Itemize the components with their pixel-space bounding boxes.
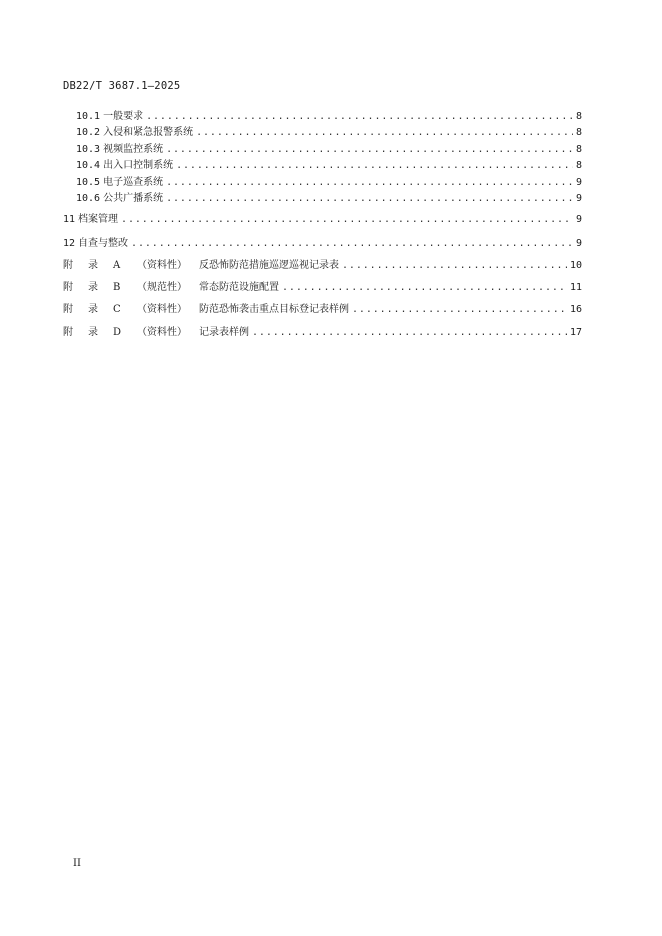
toc-entry-title: 防范恐怖袭击重点目标登记表样例 [199,304,349,315]
appendix-prefix: 附 [63,260,73,271]
toc-leader-dots [166,192,573,206]
appendix-prefix: 附 [63,304,73,315]
appendix-prefix: 录 [88,260,98,271]
appendix-prefix: 录 [88,304,98,315]
toc-entry-number: 11 [63,214,76,225]
toc-entry-title: 常态防范设施配置 [199,282,279,293]
toc-leader-dots [176,159,573,173]
appendix-letter: B [113,282,121,293]
toc-entry-number: 10.1 [76,111,101,122]
toc-entry-page: 11 [569,282,582,293]
toc-entry-number: 12 [63,238,76,249]
toc-leader-dots [166,143,573,157]
toc-entry-title: 档案管理 [78,214,119,225]
toc-leader-dots [342,259,567,273]
toc-entry-title: 自查与整改 [78,238,129,249]
toc-entry-11[interactable] [63,213,582,227]
toc-entry-title: 视频监控系统 [103,144,164,155]
appendix-type: （资料性） [137,327,187,338]
toc-appendix-b[interactable] [63,281,582,295]
toc-leader-dots [252,326,567,340]
toc-entry-number: 10.3 [76,144,101,155]
appendix-prefix: 录 [88,327,98,338]
appendix-type: （规范性） [137,282,187,293]
toc-entry-page: 9 [575,177,582,188]
appendix-letter: C [113,304,121,315]
toc-entry-page: 17 [569,327,582,338]
toc-leader-dots [131,237,573,251]
toc-entry-title: 一般要求 [103,111,144,122]
appendix-type: （资料性） [137,304,187,315]
toc-entry-page: 8 [575,160,582,171]
toc-entry-10-3[interactable] [76,143,582,157]
toc-entry-title: 记录表样例 [199,327,249,338]
toc-appendix-d[interactable] [63,326,582,340]
toc-entry-title: 公共广播系统 [103,193,164,204]
appendix-prefix: 附 [63,282,73,293]
toc-entry-title: 入侵和紧急报警系统 [103,127,194,138]
toc-entry-page: 8 [575,127,582,138]
toc-entry-title: 电子巡查系统 [103,177,164,188]
toc-entry-number: 10.4 [76,160,101,171]
toc-entry-page: 10 [569,260,582,271]
toc-appendix-c[interactable] [63,303,582,317]
appendix-prefix: 附 [63,327,73,338]
toc-entry-page: 8 [575,111,582,122]
toc-entry-page: 16 [569,304,582,315]
toc-entry-10-6[interactable] [76,192,582,206]
appendix-type: （资料性） [137,260,187,271]
page-number: II [73,858,81,869]
toc-leader-dots [352,303,567,317]
toc-leader-dots [146,110,573,124]
appendix-prefix: 录 [88,282,98,293]
toc-entry-title: 反恐怖防范措施巡逻巡视记录表 [199,260,339,271]
toc-entry-page: 9 [575,238,582,249]
toc-entry-page: 9 [575,214,582,225]
toc-leader-dots [166,176,573,190]
toc-entry-10-2[interactable] [76,126,582,140]
toc-entry-10-4[interactable] [76,159,582,173]
toc-entry-number: 10.6 [76,193,101,204]
toc-entry-page: 8 [575,144,582,155]
document-code: DB22/T 3687.1—2025 [63,80,181,92]
appendix-letter: D [113,327,122,338]
toc-entry-title: 出入口控制系统 [103,160,174,171]
toc-leader-dots [121,213,573,227]
appendix-letter: A [113,260,121,271]
toc-leader-dots [282,281,567,295]
toc-leader-dots [196,126,573,140]
toc-entry-number: 10.5 [76,177,101,188]
toc-entry-number: 10.2 [76,127,101,138]
toc-entry-page: 9 [575,193,582,204]
toc-appendix-a[interactable] [63,259,582,273]
toc-entry-10-5[interactable] [76,176,582,190]
toc-entry-10-1[interactable] [76,110,582,124]
toc-entry-12[interactable] [63,237,582,251]
